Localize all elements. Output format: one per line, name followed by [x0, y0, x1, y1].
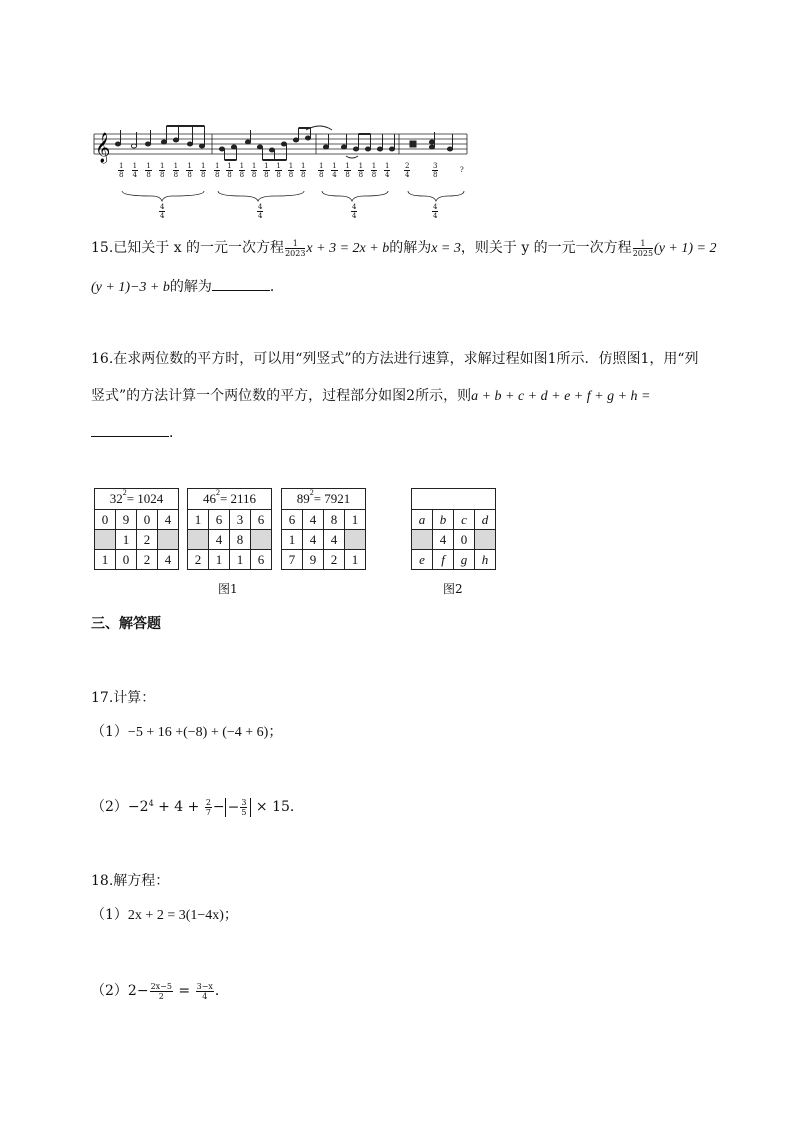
beat-fraction: 1 8	[276, 162, 281, 179]
frac-numerator: 3	[241, 797, 247, 807]
q16-line2	[91, 386, 650, 407]
q18-part2-fraction-2	[196, 982, 214, 1001]
table-cell: 0	[116, 550, 137, 570]
q17-part2-fraction	[205, 798, 212, 817]
q16-period: ．	[169, 425, 183, 441]
table-cell-shaded	[475, 530, 496, 550]
q15-period: ．	[269, 279, 284, 295]
frac-denominator: 2	[158, 991, 164, 1001]
table-cell: d	[475, 510, 496, 530]
table-header	[95, 489, 179, 510]
table-cell: 1	[345, 510, 366, 530]
q17-abs-bracket: − $\frac{3}{5}$	[225, 798, 252, 817]
table-cell: 0	[137, 510, 158, 530]
table-cell: g	[454, 550, 475, 570]
q16-line2-text: 竖式”的方法计算一个两位数的平方，过程部分如图2所示，则	[91, 388, 472, 404]
q15-text-b: 的解为	[389, 240, 432, 256]
beat-fraction: 1 8	[215, 162, 220, 179]
q18-equals: =	[173, 983, 195, 999]
frac-denominator: 4	[202, 991, 208, 1001]
beat-fraction: 1 8	[187, 162, 192, 179]
table-cell: 1	[282, 530, 303, 550]
table-cell: 9	[116, 510, 137, 530]
table-cell: 1	[209, 550, 230, 570]
table-cell-shaded	[158, 530, 179, 550]
table-cell: 8	[230, 530, 251, 550]
measure-total: 4 4	[258, 203, 263, 220]
table-header	[188, 489, 272, 510]
q16-line1	[91, 349, 699, 369]
q18-part1	[91, 905, 238, 926]
table-cell: a	[412, 510, 433, 530]
figure-1-caption: 图1	[218, 582, 238, 596]
beat-fraction: 1 8	[264, 162, 269, 179]
q15-fraction-2	[633, 239, 653, 258]
beat-fraction: 1 8	[301, 162, 306, 179]
q17-part1-label: （1）	[91, 724, 128, 740]
measure-total: 4 4	[352, 203, 357, 220]
beat-fraction: 1 8	[319, 162, 324, 179]
q15-line1	[91, 238, 716, 259]
table-cell: h	[475, 550, 496, 570]
svg-text:𝄞: 𝄞	[95, 133, 111, 163]
fig1-table-2	[187, 488, 272, 570]
q17-abs-fraction	[240, 798, 247, 817]
beat-fraction: 2 4	[405, 162, 410, 179]
square-exponent: 2	[309, 488, 314, 497]
q18-title	[91, 871, 169, 891]
q16-line3	[91, 422, 183, 443]
measure-total: 4 4	[433, 203, 438, 220]
beat-fraction: ?	[460, 166, 464, 174]
section-title: 三、解答题	[91, 616, 161, 632]
table-cell: 6	[251, 550, 272, 570]
fig2-table	[411, 488, 496, 570]
q17-title	[91, 688, 155, 708]
table-cell: 6	[282, 510, 303, 530]
q18-part2-fraction-1	[150, 982, 173, 1001]
table-cell: 7	[282, 550, 303, 570]
beat-fraction: 1 8	[146, 162, 151, 179]
q17-part2	[91, 797, 304, 817]
q16-answer-blank[interactable]	[91, 422, 169, 437]
beat-fraction: 1 8	[227, 162, 232, 179]
table-cell: 1	[188, 510, 209, 530]
square-result: = 2116	[219, 491, 257, 506]
square-exponent: 2	[122, 488, 127, 497]
frac-numerator: 1	[285, 239, 305, 249]
table-cell-shaded	[412, 530, 433, 550]
fig1-table-1	[94, 488, 179, 570]
q15-solution: x = 3	[431, 241, 461, 256]
q15-text-c: ，则关于 y 的一元一次方程	[460, 240, 632, 256]
table-cell: 0	[454, 530, 475, 550]
table-cell: 1	[230, 550, 251, 570]
beat-fraction: 1 8	[358, 162, 364, 179]
frac-numerator: 2	[205, 797, 211, 807]
table-header-empty	[412, 489, 496, 510]
q18-part1-expression: 2x + 2 = 3(1−4x)；	[127, 908, 238, 923]
table-cell: 4	[433, 530, 454, 550]
q17-part2-base: −2	[127, 799, 149, 815]
table-cell: 1	[95, 550, 116, 570]
q17-part2-label: （2）	[91, 799, 128, 815]
figure-2-caption: 图2	[443, 582, 463, 596]
table-cell: 3	[230, 510, 251, 530]
square-result: = 1024	[126, 491, 164, 506]
q15-number: 15.	[91, 240, 114, 256]
square-result: = 7921	[313, 491, 351, 506]
beat-fraction: 1 4	[385, 162, 390, 179]
table-cell-shaded	[251, 530, 272, 550]
fig1-table-3	[281, 488, 366, 570]
table-cell: 4	[303, 510, 324, 530]
square-base: 89	[296, 491, 310, 506]
q15-line2-text: 的解为	[169, 279, 212, 295]
square-base: 46	[202, 491, 216, 506]
frac-denominator: 2025	[632, 248, 654, 258]
beat-fraction: 1 8	[173, 162, 179, 179]
table-cell-shaded	[188, 530, 209, 550]
q17-number: 17.	[91, 690, 114, 706]
table-cell: 0	[95, 510, 116, 530]
frac-numerator: 1	[633, 239, 653, 249]
table-cell: 2	[188, 550, 209, 570]
table-cell: 2	[137, 550, 158, 570]
q16-line1-text: 在求两位数的平方时，可以用“列竖式”的方法进行速算，求解过程如图1所示．仿照图1，用“列	[113, 351, 699, 367]
q18-title-text: 解方程：	[113, 873, 170, 889]
square-exponent: 2	[215, 488, 220, 497]
table-header	[282, 489, 366, 510]
table-cell: 9	[303, 550, 324, 570]
frac-denominator: 5	[241, 807, 247, 817]
q15-answer-blank[interactable]	[212, 276, 270, 291]
q17-part2-end: × 15．	[251, 799, 304, 815]
beat-fraction: 1 8	[345, 162, 350, 179]
q18-part2	[91, 981, 229, 1001]
frac-numerator: 2x−5	[150, 981, 172, 991]
table-cell: 8	[324, 510, 345, 530]
q17-part1	[91, 722, 282, 743]
table-cell: 4	[303, 530, 324, 550]
beat-fraction: 1 8	[239, 162, 245, 179]
table-cell: 4	[209, 530, 230, 550]
table-cell: 6	[251, 510, 272, 530]
q18-part2-pre: 2−	[127, 983, 149, 999]
q17-title-text: 计算：	[113, 690, 156, 706]
music-score	[92, 120, 472, 225]
q16-number: 16.	[91, 351, 114, 367]
beat-fraction: 1 4	[132, 162, 138, 179]
table-cell: 6	[209, 510, 230, 530]
table-cell: 2	[324, 550, 345, 570]
q17-part2-mid: + 4 +	[153, 799, 204, 815]
frac-denominator: 2023	[285, 248, 306, 258]
table-cell-shaded	[345, 530, 366, 550]
square-base: 32	[109, 491, 123, 506]
table-cell: 4	[158, 550, 179, 570]
beat-fraction: 3 8	[433, 162, 438, 179]
beat-fraction: 1 8	[251, 162, 257, 179]
q17-minus-sign: −	[212, 799, 225, 815]
beat-fraction: 1 8	[119, 162, 124, 179]
q18-part2-end: ．	[214, 983, 229, 999]
frac-numerator: 3−x	[196, 981, 213, 991]
beat-fraction: 1 8	[201, 162, 206, 179]
measure-total: 4 4	[160, 203, 165, 220]
table-cell: 2	[137, 530, 158, 550]
frac-denominator: 7	[205, 807, 211, 817]
beat-fraction: 1 8	[160, 162, 165, 179]
beat-fraction: 1 4	[332, 162, 337, 179]
q16-equation: a + b + c + d + e + f + g + h =	[471, 389, 651, 404]
table-cell: e	[412, 550, 433, 570]
table-cell: b	[433, 510, 454, 530]
q15-line2	[91, 276, 284, 298]
q15-equation-2-end: (y + 1)−3 + b	[91, 280, 170, 295]
table-cell: f	[433, 550, 454, 570]
q15-text-a: 已知关于 x 的一元一次方程	[113, 240, 285, 256]
table-cell: 4	[158, 510, 179, 530]
q15-equation-1: x + 3 = 2x + b	[306, 241, 390, 256]
table-cell-shaded	[95, 530, 116, 550]
beat-fraction: 1 8	[371, 162, 377, 179]
q15-fraction-1	[285, 239, 305, 258]
q17-part1-expression: −5 + 16 +(−8) + (−4 + 6)；	[127, 725, 283, 740]
q18-part1-label: （1）	[91, 907, 128, 923]
beat-fraction: 1 8	[288, 162, 294, 179]
table-cell: c	[454, 510, 475, 530]
q17-part2-exponent: 4	[148, 799, 154, 808]
beat-fractions	[92, 162, 472, 222]
table-cell: 4	[324, 530, 345, 550]
q18-number: 18.	[91, 873, 114, 889]
q18-part2-label: （2）	[91, 983, 128, 999]
table-cell: 1	[116, 530, 137, 550]
table-cell: 1	[345, 550, 366, 570]
q15-equation-2-start: (y + 1) = 2	[654, 241, 717, 256]
